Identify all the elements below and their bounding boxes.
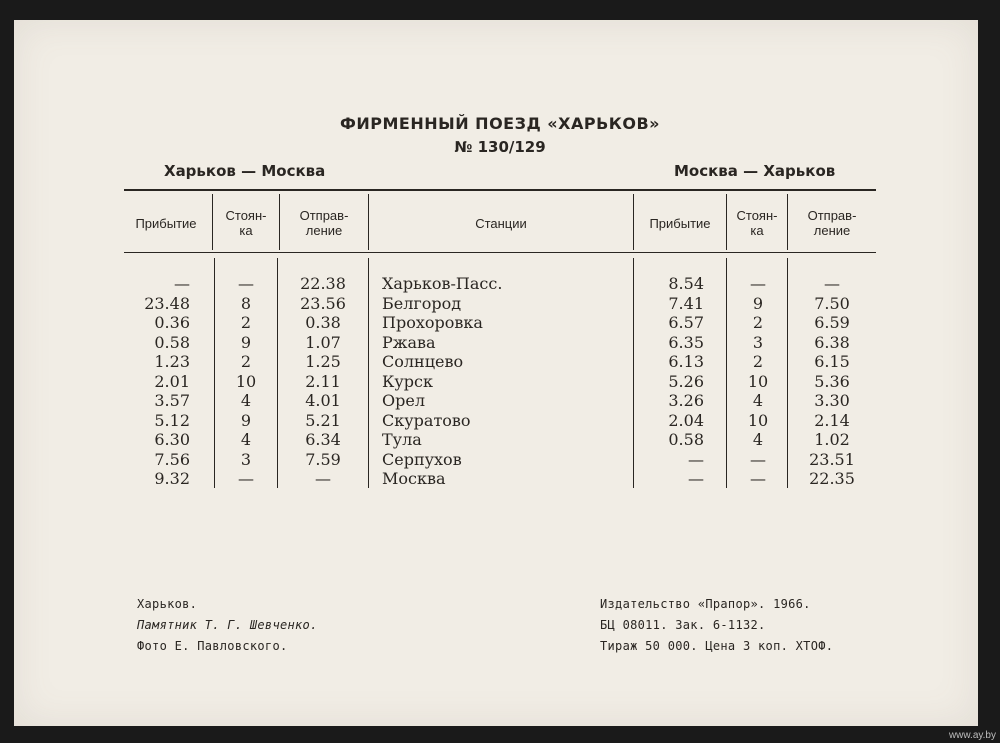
table-row — [0, 372, 1000, 392]
return-departure-cell: 22.35 — [809, 469, 855, 488]
publisher-print-run: Тираж 50 000. Цена 3 коп. ХТОФ. — [600, 639, 834, 653]
table-row — [0, 450, 1000, 470]
stop-cell: 2 — [240, 313, 252, 332]
departure-cell: 1.07 — [305, 332, 341, 352]
stop-cell: 4 — [240, 391, 252, 410]
station-cell: Серпухов — [382, 449, 462, 469]
return-stop-cell: 2 — [752, 352, 764, 371]
arrival-cell: 0.36 — [154, 313, 190, 332]
departure-cell: — — [315, 469, 331, 488]
return-stop-cell: 10 — [747, 371, 769, 391]
credit-photographer: Фото Е. Павловского. — [137, 639, 288, 653]
station-cell: Прохоровка — [382, 313, 483, 332]
departure-cell: 22.38 — [300, 274, 346, 293]
header-departure: Отправ- ление — [299, 208, 349, 238]
return-arrival-cell: 6.35 — [668, 332, 704, 352]
watermark: www.ay.by — [948, 730, 996, 741]
stop-cell: 3 — [240, 449, 252, 469]
stop-cell: 2 — [240, 352, 252, 371]
return-arrival-cell: 6.13 — [668, 352, 704, 371]
departure-cell: 0.38 — [305, 313, 341, 332]
return-arrival-cell: 7.41 — [668, 293, 704, 313]
return-arrival-cell: 8.54 — [668, 274, 704, 293]
return-departure-cell: 6.59 — [814, 313, 850, 332]
return-stop-cell: 4 — [752, 430, 764, 449]
stop-cell: — — [238, 469, 254, 488]
arrival-cell: 9.32 — [154, 469, 190, 488]
table-row — [0, 352, 1000, 372]
stop-cell: 9 — [240, 332, 252, 352]
return-arrival-cell: 0.58 — [668, 430, 704, 449]
arrival-cell: 0.58 — [154, 332, 190, 352]
return-stop-cell: 9 — [752, 293, 764, 313]
table-header-rule — [124, 252, 876, 253]
return-departure-cell: 3.30 — [814, 391, 850, 410]
station-cell: Солнцево — [382, 352, 464, 371]
header-stop: Стоян- ка — [225, 208, 267, 238]
return-stop-cell: 3 — [752, 332, 764, 352]
return-departure-cell: 2.14 — [814, 410, 850, 430]
return-stop-cell: — — [750, 449, 766, 469]
return-departure-cell: 5.36 — [814, 371, 850, 391]
station-cell: Ржава — [382, 332, 436, 352]
return-departure-cell: 6.15 — [814, 352, 850, 371]
arrival-cell: 5.12 — [154, 410, 190, 430]
stop-cell: 4 — [240, 430, 252, 449]
station-cell: Курск — [382, 371, 433, 391]
column-divider — [212, 194, 213, 250]
page-title: ФИРМЕННЫЙ ПОЕЗД «ХАРЬКОВ» — [340, 114, 660, 133]
return-arrival-cell: — — [688, 469, 704, 488]
return-departure-cell: 23.51 — [809, 449, 855, 469]
header-arrival: Прибытие — [135, 215, 197, 231]
train-number: № 130/129 — [454, 138, 546, 156]
return-stop-cell: 10 — [747, 410, 769, 430]
departure-cell: 5.21 — [305, 410, 341, 430]
return-arrival-cell: — — [688, 449, 704, 469]
header-stations: Станции — [475, 215, 527, 231]
arrival-cell: 7.56 — [154, 449, 190, 469]
stop-cell: — — [238, 274, 254, 293]
table-row — [0, 391, 1000, 411]
departure-cell: 23.56 — [300, 293, 346, 313]
table-row — [0, 294, 1000, 314]
station-cell: Орел — [382, 391, 425, 410]
arrival-cell: 2.01 — [154, 371, 190, 391]
publisher-info — [600, 594, 833, 657]
table-row — [0, 411, 1000, 431]
return-stop-cell: — — [750, 274, 766, 293]
station-cell: Москва — [382, 469, 446, 488]
return-arrival-cell: 2.04 — [668, 410, 704, 430]
station-cell: Тула — [382, 430, 422, 449]
departure-cell: 7.59 — [305, 449, 341, 469]
header-stop-return: Стоян- ка — [736, 208, 778, 238]
photo-credits — [137, 594, 318, 657]
return-arrival-cell: 3.26 — [668, 391, 704, 410]
return-departure-cell: 7.50 — [814, 293, 850, 313]
return-departure-cell: 1.02 — [814, 430, 850, 449]
departure-cell: 1.25 — [305, 352, 341, 371]
station-cell: Белгород — [382, 293, 462, 313]
credit-monument: Памятник Т. Г. Шевченко. — [137, 618, 318, 632]
arrival-cell: 23.48 — [144, 293, 190, 313]
table-row — [0, 430, 1000, 450]
station-cell: Харьков-Пасс. — [382, 274, 503, 293]
arrival-cell: 3.57 — [154, 391, 190, 410]
table-row — [0, 333, 1000, 353]
departure-cell: 2.11 — [305, 371, 341, 391]
direction-right: Москва — Харьков — [674, 162, 836, 180]
stop-cell: 10 — [235, 371, 257, 391]
return-arrival-cell: 5.26 — [668, 371, 704, 391]
timetable-rows — [0, 274, 1000, 489]
table-row — [0, 274, 1000, 294]
return-stop-cell: 2 — [752, 313, 764, 332]
credit-city: Харьков. — [137, 597, 198, 611]
header-arrival-return: Прибытие — [649, 215, 711, 231]
return-arrival-cell: 6.57 — [668, 313, 704, 332]
return-departure-cell: 6.38 — [814, 332, 850, 352]
publisher-order: БЦ 08011. Зак. 6-1132. — [600, 618, 766, 632]
stop-cell: 9 — [240, 410, 252, 430]
publisher-name: Издательство «Прапор». 1966. — [600, 597, 811, 611]
stop-cell: 8 — [240, 293, 252, 313]
return-stop-cell: 4 — [752, 391, 764, 410]
direction-left: Харьков — Москва — [164, 162, 326, 180]
station-cell: Скуратово — [382, 410, 471, 430]
arrival-cell: 1.23 — [154, 352, 190, 371]
departure-cell: 4.01 — [305, 391, 341, 410]
arrival-cell: — — [174, 274, 190, 293]
table-top-rule — [124, 189, 876, 191]
return-stop-cell: — — [750, 469, 766, 488]
return-departure-cell: — — [824, 274, 840, 293]
arrival-cell: 6.30 — [154, 430, 190, 449]
table-row — [0, 469, 1000, 489]
table-row — [0, 313, 1000, 333]
departure-cell: 6.34 — [305, 430, 341, 449]
header-departure-return: Отправ- ление — [807, 208, 857, 238]
